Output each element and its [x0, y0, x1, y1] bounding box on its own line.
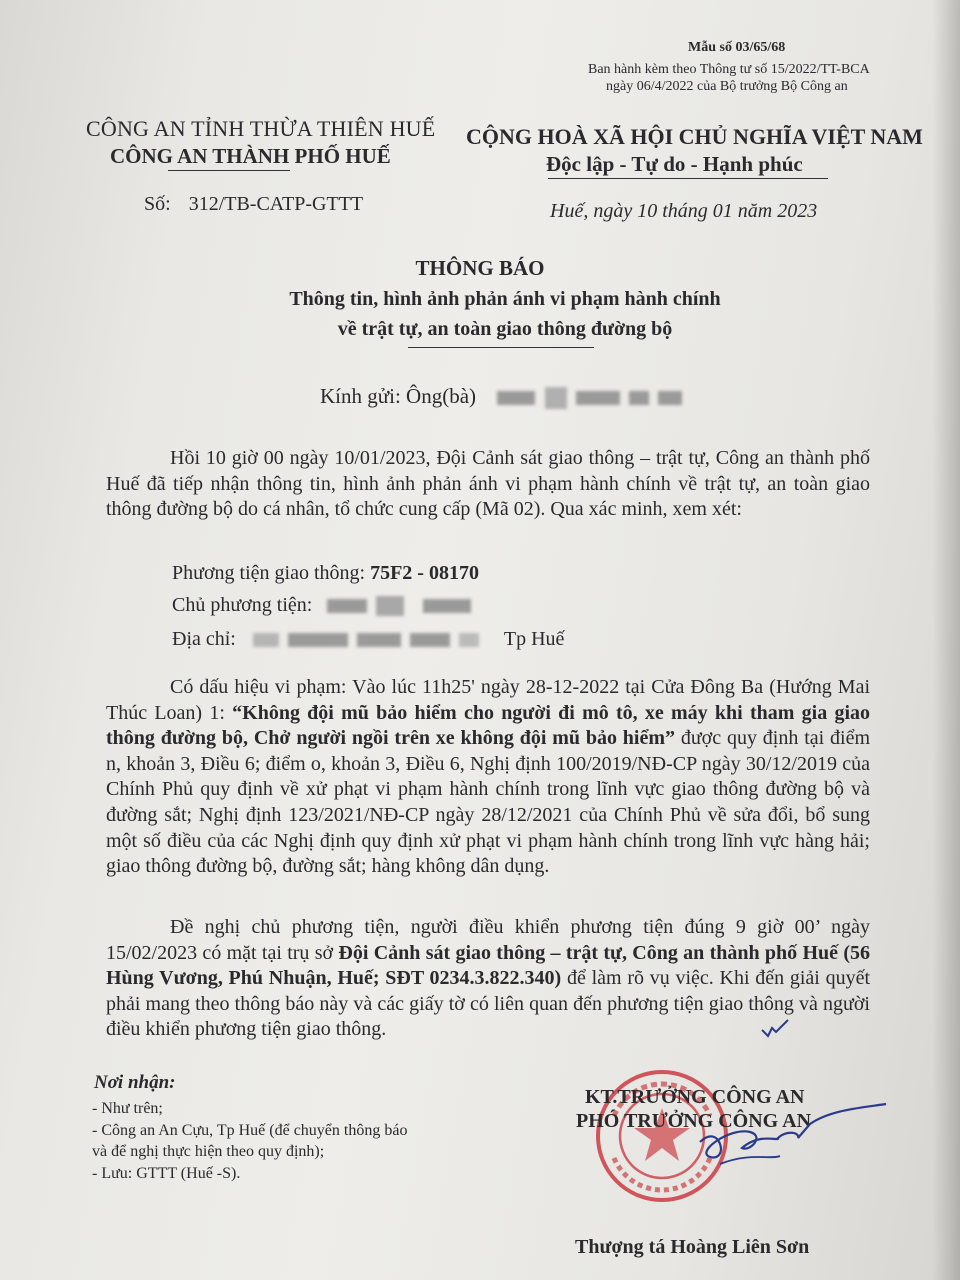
vehicle-label: Phương tiện giao thông: — [172, 562, 366, 584]
redacted-owner — [376, 596, 404, 616]
violation-legal-basis: được quy định tại điểm n, khoản 3, Điều 6; điểm o, khoản 3, Điều 6, Nghị định 100/2019/NĐ-CP ngày 30/12/2019 của Chính Phủ quy định về xử phạt vi phạm hành chính trong lĩnh vực giao thông đường bộ và đường sắt; Nghị định 123/2021/NĐ-CP ngày 28/12/2021 của Chính Phủ về sửa đổi, bổ sung một số điều của các Nghị định quy định xử phạt vi phạm hành chính trong lĩnh vực hàng hải; giao thông đường bộ, đường sắt; hàng không dân dụng. — [106, 727, 871, 878]
paragraph-request — [106, 915, 870, 1043]
greeting — [320, 384, 682, 409]
handwritten-signature — [690, 1102, 890, 1174]
issued-line-1: Ban hành kèm theo Thông tư số 15/2022/TT-BCA — [588, 62, 870, 77]
redacted-address — [410, 633, 450, 647]
recipient-item: - Lưu: GTTT (Huế -S). — [92, 1165, 241, 1182]
nation-title: CỘNG HOÀ XÃ HỘI CHỦ NGHĨA VIỆT NAM — [466, 124, 923, 149]
recipient-item: - Như trên; — [92, 1100, 163, 1117]
redacted-name — [497, 391, 535, 405]
page-shadow — [932, 0, 960, 1280]
owner-field — [172, 594, 471, 617]
vehicle-field — [172, 562, 479, 585]
document-number-value: 312/TB-CATP-GTTT — [188, 193, 364, 215]
document-subtitle-1: Thông tin, hình ảnh phản ánh vi phạm hành chính — [289, 288, 721, 310]
request-rest: để làm rõ vụ việc. Khi đến giải quyết phải mang theo thông báo này và các giấy tờ có liên quan đến phương tiện giao thông và người điều khiển phương tiện giao thông. — [106, 967, 871, 1041]
redacted-name — [576, 391, 620, 405]
issued-line-2: ngày 06/4/2022 của Bộ trưởng Bộ Công an — [606, 79, 848, 94]
redacted-address — [357, 633, 401, 647]
redacted-address — [459, 633, 479, 647]
agency-name: CÔNG AN THÀNH PHỐ HUẾ — [110, 144, 391, 168]
recipient-item: và để nghị thực hiện theo quy định); — [92, 1143, 325, 1160]
violation-quote: “Không đội mũ bảo hiểm cho người đi mô tô, xe máy khi tham gia giao thông đường bộ, Chở người ngồi trên xe không đội mũ bảo hiểm” — [106, 701, 871, 750]
signature-authority-line-1: KT.TRƯỞNG CÔNG AN — [585, 1086, 805, 1108]
document-subtitle-2: về trật tự, an toàn giao thông đường bộ — [337, 318, 673, 340]
place-date: Huế, ngày 10 tháng 01 năm 2023 — [550, 200, 818, 222]
signature-authority-line-2: PHÓ TRƯỞNG CÔNG AN — [576, 1110, 812, 1132]
address-label: Địa chỉ: — [172, 628, 236, 650]
recipients-title: Nơi nhận: — [94, 1072, 176, 1093]
request-intro: Đề nghị chủ phương tiện, người điều khiển phương tiện đúng 9 giờ 00’ ngày 15/02/2023 có mặt tại trụ sở — [106, 916, 870, 964]
redacted-owner — [423, 599, 471, 613]
redacted-owner — [327, 599, 367, 613]
agency-underline — [168, 170, 290, 171]
greeting-label: Kính gửi: Ông(bà) — [320, 384, 477, 408]
redacted-name — [629, 391, 649, 405]
agency-parent: CÔNG AN TỈNH THỪA THIÊN HUẾ — [86, 116, 436, 141]
address-field — [172, 628, 564, 651]
motto: Độc lập - Tự do - Hạnh phúc — [546, 152, 803, 176]
redacted-address — [253, 633, 279, 647]
redacted-name — [545, 387, 567, 409]
title-underline — [408, 347, 594, 348]
motto-underline — [548, 178, 828, 179]
paragraph-violation — [106, 675, 870, 880]
paragraph-intro: Hồi 10 giờ 00 ngày 10/01/2023, Đội Cảnh sát giao thông – trật tự, Công an thành phố Huế đã tiếp nhận thông tin, hình ảnh phản ánh vi phạm hành chính về trật tự, an toàn giao thông đường bộ do cá nhân, tổ chức cung cấp (Mã 02). Qua xác minh, xem xét: — [106, 447, 870, 521]
violation-intro: Có dấu hiệu vi phạm: Vào lúc 11h25' ngày 28-12-2022 tại Cửa Đông Ba (Hướng Mai Thúc Loan) 1: — [106, 676, 870, 724]
request-place: Đội Cảnh sát giao thông – trật tự, Công an thành phố Huế (56 Hùng Vương, Phú Nhuận, Huế; SĐT 0234.3.822.340) — [106, 941, 871, 990]
redacted-address — [288, 633, 348, 647]
recipient-item: - Công an An Cựu, Tp Huế (để chuyển thông báo — [92, 1122, 408, 1139]
form-code: Mẫu số 03/65/68 — [688, 40, 786, 55]
document-number — [144, 193, 363, 216]
document-number-label: Số: — [144, 193, 171, 215]
redacted-name — [658, 391, 682, 405]
signer-name: Thượng tá Hoàng Liên Sơn — [575, 1236, 810, 1258]
vehicle-plate: 75F2 - 08170 — [370, 562, 479, 584]
ink-tick-mark — [760, 1018, 790, 1040]
address-city: Tp Huế — [503, 628, 565, 650]
document-title: THÔNG BÁO — [415, 256, 545, 280]
owner-label: Chủ phương tiện: — [172, 594, 313, 616]
